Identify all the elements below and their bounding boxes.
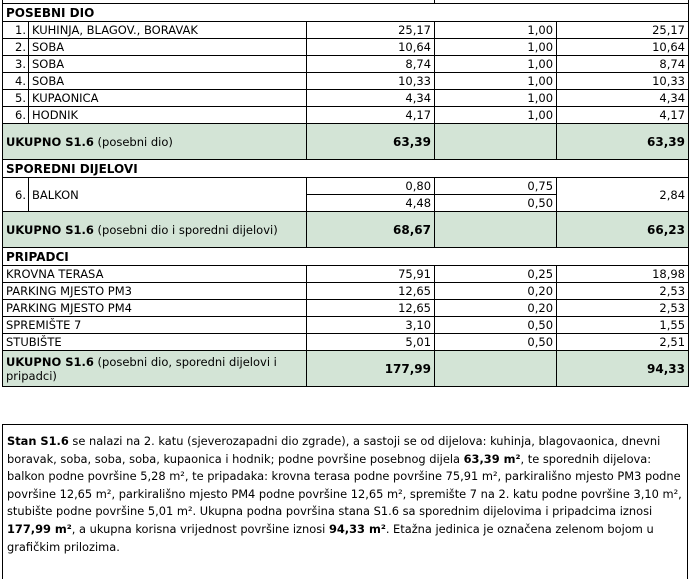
- table-row: [3, 283, 689, 300]
- area-value: 0,80: [307, 178, 435, 195]
- weighted-value: 8,74: [557, 56, 689, 73]
- weighted-value: 2,53: [557, 300, 689, 317]
- description-text: se nalazi na 2. katu (sjeverozapadni dio zgrade), a sastoji se od dijelova: kuhinja, blagovaonica, dnevni boravak, soba, soba, soba, kupaonica i hodnik; podne površine posebnog dijela: [7, 434, 661, 466]
- table-row: [3, 300, 689, 317]
- coefficient-value: 0,50: [435, 195, 557, 212]
- table-row: [3, 22, 689, 39]
- table-row: [3, 39, 689, 56]
- description-text: , a ukupna korisna vrijednost površine iznosi: [71, 521, 329, 536]
- coefficient-value: 0,25: [435, 266, 557, 283]
- area-value: 10,64: [307, 39, 435, 56]
- row-index: 1.: [3, 22, 29, 39]
- weighted-value: 1,55: [557, 317, 689, 334]
- total-floor-area: 177,99 m²: [7, 521, 72, 536]
- total-coefficient: [435, 124, 557, 160]
- total-coefficient: [435, 351, 557, 387]
- total-row-posebni: [3, 124, 689, 160]
- area-value: 12,65: [307, 283, 435, 300]
- row-index: 4.: [3, 73, 29, 90]
- table-row: [3, 178, 689, 195]
- item-name: PARKING MJESTO PM3: [3, 283, 307, 300]
- area-value: 4,17: [307, 107, 435, 124]
- coefficient-value: 1,00: [435, 107, 557, 124]
- coefficient-value: 1,00: [435, 90, 557, 107]
- area-table: [2, 0, 689, 387]
- area-value: 4,34: [307, 90, 435, 107]
- total-value: 94,33: [557, 351, 689, 387]
- room-name: KUPAONICA: [29, 90, 307, 107]
- description-text: , te sporednih dijelova: balkon podne površine 5,28 m², te pripadaka: krovna terasa podne površine 75,91 m², parkirališno mjesto PM3 podne površine 12,65 m², parkirališno mjesto PM4 podne površine 12,65 m², spremište 7 na 2. katu podne površine 3,10 m², stubište podne površine 5,01 m². Ukupna podna površina stana S1.6 sa sporednim dijelovima i pripadcima iznosi: [7, 451, 682, 519]
- table-row: [3, 317, 689, 334]
- weighted-value: 2,51: [557, 334, 689, 351]
- total-useful-value: 94,33 m²: [328, 521, 386, 536]
- area-value: 12,65: [307, 300, 435, 317]
- weighted-value: 10,33: [557, 73, 689, 90]
- row-index: 3.: [3, 56, 29, 73]
- total-label-bold: UKUPNO S1.6: [6, 222, 94, 237]
- area-value: 4,48: [307, 195, 435, 212]
- total-area: 63,39: [307, 124, 435, 160]
- total-label-rest: (posebni dio i sporedni dijelovi): [93, 222, 278, 237]
- table-row: [3, 266, 689, 283]
- table-row: [3, 90, 689, 107]
- item-name: KROVNA TERASA: [3, 266, 307, 283]
- section-header-pripadci: [3, 248, 689, 266]
- area-value: 10,33: [307, 73, 435, 90]
- total-label: [3, 124, 307, 160]
- section-header-posebni: [3, 4, 689, 22]
- total-row-sporedni: [3, 212, 689, 248]
- weighted-value: 4,17: [557, 107, 689, 124]
- section-title: PRIPADCI: [3, 248, 689, 266]
- coefficient-value: 0,20: [435, 283, 557, 300]
- total-label-bold: UKUPNO S1.6: [6, 354, 94, 369]
- row-index: 2.: [3, 39, 29, 56]
- total-value: 63,39: [557, 124, 689, 160]
- weighted-value: 25,17: [557, 22, 689, 39]
- row-index: 6.: [3, 178, 29, 212]
- total-label-rest: (posebni dio): [93, 134, 173, 149]
- area-value: 75,91: [307, 266, 435, 283]
- coefficient-value: 0,20: [435, 300, 557, 317]
- description-paragraph: [2, 424, 688, 579]
- weighted-value: 18,98: [557, 266, 689, 283]
- coefficient-value: 0,50: [435, 317, 557, 334]
- room-name: HODNIK: [29, 107, 307, 124]
- coefficient-value: 1,00: [435, 22, 557, 39]
- room-name: BALKON: [29, 178, 307, 212]
- weighted-value: 10,64: [557, 39, 689, 56]
- item-name: PARKING MJESTO PM4: [3, 300, 307, 317]
- section-title: POSEBNI DIO: [3, 4, 689, 22]
- table-row: [3, 107, 689, 124]
- total-area: 177,99: [307, 351, 435, 387]
- coefficient-value: 1,00: [435, 73, 557, 90]
- total-coefficient: [435, 212, 557, 248]
- coefficient-value: 0,50: [435, 334, 557, 351]
- item-name: SPREMIŠTE 7: [3, 317, 307, 334]
- row-index: 5.: [3, 90, 29, 107]
- section-header-sporedni: [3, 160, 689, 178]
- total-label: [3, 351, 307, 387]
- posebni-area: 63,39 m²: [463, 451, 521, 466]
- weighted-value: 2,53: [557, 283, 689, 300]
- row-index: 6.: [3, 107, 29, 124]
- area-value: 3,10: [307, 317, 435, 334]
- area-value: 5,01: [307, 334, 435, 351]
- weighted-value: 4,34: [557, 90, 689, 107]
- total-label-bold: UKUPNO S1.6: [6, 134, 94, 149]
- room-name: SOBA: [29, 56, 307, 73]
- table-row: [3, 334, 689, 351]
- section-title: SPOREDNI DIJELOVI: [3, 160, 689, 178]
- table-row: [3, 56, 689, 73]
- total-value: 66,23: [557, 212, 689, 248]
- item-name: STUBIŠTE: [3, 334, 307, 351]
- coefficient-value: 0,75: [435, 178, 557, 195]
- area-value: 25,17: [307, 22, 435, 39]
- room-name: SOBA: [29, 39, 307, 56]
- total-row-pripadci: [3, 351, 689, 387]
- room-name: KUHINJA, BLAGOV., BORAVAK: [29, 22, 307, 39]
- room-name: SOBA: [29, 73, 307, 90]
- total-label-rest: (posebni dio, sporedni dijelovi i pripadci): [6, 354, 277, 383]
- area-value: 8,74: [307, 56, 435, 73]
- coefficient-value: 1,00: [435, 39, 557, 56]
- weighted-value: 2,84: [557, 178, 689, 212]
- coefficient-value: 1,00: [435, 56, 557, 73]
- total-label: [3, 212, 307, 248]
- table-row: [3, 73, 689, 90]
- description-text: . Etažna jedinica je označena zelenom bojom u grafičkim prilozima.: [7, 521, 654, 554]
- total-area: 68,67: [307, 212, 435, 248]
- unit-name: Stan S1.6: [7, 434, 69, 448]
